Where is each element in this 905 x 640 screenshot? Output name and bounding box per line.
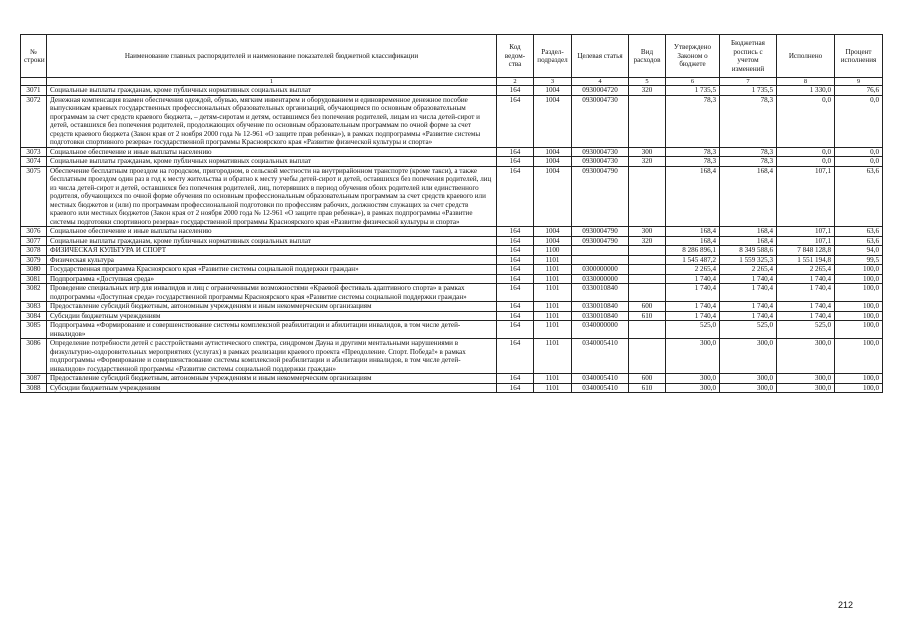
percent-cell: 100,0 bbox=[835, 274, 883, 284]
schedule-cell: 168,4 bbox=[720, 166, 777, 227]
column-number: 8 bbox=[777, 78, 835, 86]
target-item-cell: 0330010840 bbox=[572, 302, 629, 312]
target-item-cell: 0930004730 bbox=[572, 147, 629, 157]
schedule-cell: 300,0 bbox=[720, 383, 777, 393]
percent-cell: 0,0 bbox=[835, 95, 883, 147]
expense-kind-cell bbox=[629, 321, 666, 339]
section-cell: 1101 bbox=[534, 255, 572, 265]
row-number-cell: 3075 bbox=[21, 166, 47, 227]
table-row bbox=[21, 246, 883, 256]
section-cell: 1101 bbox=[534, 374, 572, 384]
row-name-cell: Подпрограмма «Формирование и совершенствование системы комплексной реабилитации и абилитации инвалидов, в том числе детей-инвалидов» bbox=[47, 321, 497, 339]
row-number-cell: 3080 bbox=[21, 265, 47, 275]
schedule-cell: 1 740,4 bbox=[720, 284, 777, 302]
approved-cell: 1 740,4 bbox=[666, 302, 720, 312]
row-name-cell: Предоставление субсидий бюджетным, автономным учреждениям и иным некоммерческим организациям bbox=[47, 374, 497, 384]
header-expense-kind: Вид расходов bbox=[629, 35, 666, 78]
schedule-cell: 78,3 bbox=[720, 95, 777, 147]
percent-cell: 76,6 bbox=[835, 86, 883, 96]
schedule-cell: 1 559 325,3 bbox=[720, 255, 777, 265]
target-item-cell: 0930004730 bbox=[572, 157, 629, 167]
budget-table bbox=[20, 34, 883, 393]
approved-cell: 300,0 bbox=[666, 339, 720, 374]
target-item-cell: 0930004790 bbox=[572, 227, 629, 237]
approved-cell: 1 735,5 bbox=[666, 86, 720, 96]
executed-cell: 1 740,4 bbox=[777, 311, 835, 321]
expense-kind-cell bbox=[629, 95, 666, 147]
percent-cell: 100,0 bbox=[835, 374, 883, 384]
percent-cell: 0,0 bbox=[835, 157, 883, 167]
section-cell: 1101 bbox=[534, 284, 572, 302]
executed-cell: 1 740,4 bbox=[777, 274, 835, 284]
percent-cell: 63,6 bbox=[835, 227, 883, 237]
column-number: 7 bbox=[720, 78, 777, 86]
dept-code-cell: 164 bbox=[497, 383, 534, 393]
dept-code-cell: 164 bbox=[497, 284, 534, 302]
section-cell: 1101 bbox=[534, 265, 572, 275]
percent-cell: 100,0 bbox=[835, 284, 883, 302]
percent-cell: 100,0 bbox=[835, 339, 883, 374]
dept-code-cell: 164 bbox=[497, 339, 534, 374]
percent-cell: 100,0 bbox=[835, 321, 883, 339]
row-number-cell: 3079 bbox=[21, 255, 47, 265]
table-row bbox=[21, 383, 883, 393]
approved-cell: 168,4 bbox=[666, 227, 720, 237]
target-item-cell: 0930004790 bbox=[572, 166, 629, 227]
header-row bbox=[21, 35, 883, 78]
row-name-cell: Социальные выплаты гражданам, кроме публичных нормативных социальных выплат bbox=[47, 236, 497, 246]
approved-cell: 8 286 896,1 bbox=[666, 246, 720, 256]
percent-cell: 100,0 bbox=[835, 311, 883, 321]
executed-cell: 525,0 bbox=[777, 321, 835, 339]
target-item-cell: 0330010840 bbox=[572, 311, 629, 321]
row-number-cell: 3082 bbox=[21, 284, 47, 302]
target-item-cell bbox=[572, 246, 629, 256]
column-number: 2 bbox=[497, 78, 534, 86]
target-item-cell: 0340005410 bbox=[572, 339, 629, 374]
target-item-cell: 0340005410 bbox=[572, 383, 629, 393]
section-cell: 1004 bbox=[534, 236, 572, 246]
table-row bbox=[21, 274, 883, 284]
dept-code-cell: 164 bbox=[497, 265, 534, 275]
row-number-cell: 3072 bbox=[21, 95, 47, 147]
section-cell: 1004 bbox=[534, 166, 572, 227]
expense-kind-cell: 600 bbox=[629, 374, 666, 384]
row-name-cell: Государственная программа Красноярского края «Развитие системы социальной поддержки граждан» bbox=[47, 265, 497, 275]
schedule-cell: 300,0 bbox=[720, 374, 777, 384]
column-number: 9 bbox=[835, 78, 883, 86]
table-row bbox=[21, 321, 883, 339]
target-item-cell: 0930004790 bbox=[572, 236, 629, 246]
table-row bbox=[21, 157, 883, 167]
row-number-cell: 3083 bbox=[21, 302, 47, 312]
header-section: Раздел-подраздел bbox=[534, 35, 572, 78]
expense-kind-cell: 600 bbox=[629, 302, 666, 312]
approved-cell: 168,4 bbox=[666, 166, 720, 227]
expense-kind-cell: 300 bbox=[629, 227, 666, 237]
header-name: Наименование главных распорядителей и наименование показателей бюджетной классификации bbox=[47, 35, 497, 78]
dept-code-cell: 164 bbox=[497, 321, 534, 339]
dept-code-cell: 164 bbox=[497, 166, 534, 227]
expense-kind-cell bbox=[629, 265, 666, 275]
target-item-cell: 0340000000 bbox=[572, 321, 629, 339]
table-row bbox=[21, 311, 883, 321]
executed-cell: 0,0 bbox=[777, 147, 835, 157]
column-number-row bbox=[21, 78, 883, 86]
percent-cell: 100,0 bbox=[835, 383, 883, 393]
dept-code-cell: 164 bbox=[497, 374, 534, 384]
approved-cell: 1 740,4 bbox=[666, 274, 720, 284]
section-cell: 1004 bbox=[534, 147, 572, 157]
row-name-cell: Денежная компенсация взамен обеспечения одеждой, обувью, мягким инвентарем и оборудованием и единовременное денежное пособие выпускникам краевых государственных профессиональных образовательных организаций, обучающимся по основным образовательным программам за счет средств краевого бюджета, – детям-сиротам и детям, оставшимся без попечения родителей, лицам из числа детей-сирот и детей, оставшихся без попечения родителей, продолжающих обучение по основным образовательным программам по очной форме за счет средств краевого бюджета (Закон края от 2 ноября 2000 года № 12-961 «О защите прав ребенка»), в рамках подпрограммы «Развитие системы подготовки спортивного резерва» государственной программы Красноярского края «Развитие физической культуры и спорта» bbox=[47, 95, 497, 147]
expense-kind-cell bbox=[629, 339, 666, 374]
expense-kind-cell bbox=[629, 255, 666, 265]
schedule-cell: 1 740,4 bbox=[720, 302, 777, 312]
schedule-cell: 78,3 bbox=[720, 147, 777, 157]
approved-cell: 1 545 487,2 bbox=[666, 255, 720, 265]
header-dept-code: Код ведом-ства bbox=[497, 35, 534, 78]
approved-cell: 78,3 bbox=[666, 95, 720, 147]
dept-code-cell: 164 bbox=[497, 147, 534, 157]
dept-code-cell: 164 bbox=[497, 311, 534, 321]
header-target-item: Целевая статья bbox=[572, 35, 629, 78]
row-name-cell: Социальные выплаты гражданам, кроме публичных нормативных социальных выплат bbox=[47, 86, 497, 96]
expense-kind-cell: 320 bbox=[629, 86, 666, 96]
row-number-cell: 3077 bbox=[21, 236, 47, 246]
table-body bbox=[21, 86, 883, 393]
executed-cell: 107,1 bbox=[777, 236, 835, 246]
dept-code-cell: 164 bbox=[497, 95, 534, 147]
target-item-cell bbox=[572, 255, 629, 265]
dept-code-cell: 164 bbox=[497, 227, 534, 237]
row-number-cell: 3081 bbox=[21, 274, 47, 284]
section-cell: 1004 bbox=[534, 157, 572, 167]
table-row bbox=[21, 339, 883, 374]
row-name-cell: Проведение специальных игр для инвалидов и лиц с ограниченными возможностями «Краевой фестиваль адаптивного спорта» в рамках подпрограммы «Доступная среда» государственной программы Красноярского края «Развитие системы социальной поддержки граждан» bbox=[47, 284, 497, 302]
expense-kind-cell: 320 bbox=[629, 236, 666, 246]
approved-cell: 300,0 bbox=[666, 383, 720, 393]
approved-cell: 168,4 bbox=[666, 236, 720, 246]
executed-cell: 300,0 bbox=[777, 339, 835, 374]
column-number bbox=[21, 78, 47, 86]
approved-cell: 2 265,4 bbox=[666, 265, 720, 275]
expense-kind-cell bbox=[629, 246, 666, 256]
header-executed: Исполнено bbox=[777, 35, 835, 78]
target-item-cell: 0330000000 bbox=[572, 274, 629, 284]
dept-code-cell: 164 bbox=[497, 302, 534, 312]
row-name-cell: ФИЗИЧЕСКАЯ КУЛЬТУРА И СПОРТ bbox=[47, 246, 497, 256]
schedule-cell: 78,3 bbox=[720, 157, 777, 167]
schedule-cell: 1 735,5 bbox=[720, 86, 777, 96]
approved-cell: 525,0 bbox=[666, 321, 720, 339]
row-number-cell: 3084 bbox=[21, 311, 47, 321]
row-number-cell: 3074 bbox=[21, 157, 47, 167]
row-name-cell: Субсидии бюджетным учреждениям bbox=[47, 311, 497, 321]
target-item-cell: 0330010840 bbox=[572, 284, 629, 302]
target-item-cell: 0930004730 bbox=[572, 95, 629, 147]
schedule-cell: 168,4 bbox=[720, 236, 777, 246]
row-name-cell: Обеспечение бесплатным проездом на городском, пригородном, в сельской местности на внутрирайонном транспорте (кроме такси), а также бесплатным проездом один раз в год к месту жительства и обратно к месту учебы детей-сирот и детей, оставшихся без попечения родителей, лиц из числа детей-сирот и детей, оставшихся без попечения родителей, лиц, потерявших в период обучения обоих родителей или единственного родителя, обучающихся по очной форме обучения по основным профессиональным образовательным программам за счет средств краевого или местных бюджетов и (или) по программам профессиональной подготовки по профессиям рабочих, должностям служащих за счет средств краевого или местных бюджетов (Закон края от 2 ноября 2000 года № 12-961 «О защите прав ребенка»), в рамках подпрограммы «Развитие системы подготовки спортивного резерва» государственной программы Красноярского края «Развитие физической культуры и спорта» bbox=[47, 166, 497, 227]
section-cell: 1101 bbox=[534, 339, 572, 374]
schedule-cell: 1 740,4 bbox=[720, 311, 777, 321]
row-name-cell: Социальные выплаты гражданам, кроме публичных нормативных социальных выплат bbox=[47, 157, 497, 167]
section-cell: 1101 bbox=[534, 321, 572, 339]
dept-code-cell: 164 bbox=[497, 86, 534, 96]
expense-kind-cell: 610 bbox=[629, 311, 666, 321]
table-row bbox=[21, 86, 883, 96]
executed-cell: 107,1 bbox=[777, 227, 835, 237]
row-name-cell: Социальное обеспечение и иные выплаты населению bbox=[47, 227, 497, 237]
executed-cell: 7 848 128,8 bbox=[777, 246, 835, 256]
column-number: 3 bbox=[534, 78, 572, 86]
dept-code-cell: 164 bbox=[497, 255, 534, 265]
schedule-cell: 1 740,4 bbox=[720, 274, 777, 284]
expense-kind-cell: 300 bbox=[629, 147, 666, 157]
dept-code-cell: 164 bbox=[497, 274, 534, 284]
table-row bbox=[21, 147, 883, 157]
executed-cell: 2 265,4 bbox=[777, 265, 835, 275]
column-number: 1 bbox=[47, 78, 497, 86]
row-name-cell: Физическая культура bbox=[47, 255, 497, 265]
table-row bbox=[21, 265, 883, 275]
section-cell: 1101 bbox=[534, 274, 572, 284]
section-cell: 1004 bbox=[534, 227, 572, 237]
percent-cell: 63,6 bbox=[835, 166, 883, 227]
row-number-cell: 3071 bbox=[21, 86, 47, 96]
header-percent: Процент исполнения bbox=[835, 35, 883, 78]
schedule-cell: 525,0 bbox=[720, 321, 777, 339]
row-number-cell: 3078 bbox=[21, 246, 47, 256]
expense-kind-cell bbox=[629, 284, 666, 302]
executed-cell: 107,1 bbox=[777, 166, 835, 227]
executed-cell: 1 330,0 bbox=[777, 86, 835, 96]
row-name-cell: Субсидии бюджетным учреждениям bbox=[47, 383, 497, 393]
executed-cell: 1 740,4 bbox=[777, 302, 835, 312]
executed-cell: 300,0 bbox=[777, 383, 835, 393]
executed-cell: 1 551 194,8 bbox=[777, 255, 835, 265]
section-cell: 1004 bbox=[534, 86, 572, 96]
expense-kind-cell: 320 bbox=[629, 157, 666, 167]
approved-cell: 1 740,4 bbox=[666, 311, 720, 321]
table-row bbox=[21, 236, 883, 246]
expense-kind-cell bbox=[629, 166, 666, 227]
table-row bbox=[21, 255, 883, 265]
page-number: 212 bbox=[838, 600, 854, 610]
schedule-cell: 168,4 bbox=[720, 227, 777, 237]
schedule-cell: 8 349 588,6 bbox=[720, 246, 777, 256]
percent-cell: 94,0 bbox=[835, 246, 883, 256]
header-row-number: № строки bbox=[21, 35, 47, 78]
row-number-cell: 3088 bbox=[21, 383, 47, 393]
expense-kind-cell bbox=[629, 274, 666, 284]
section-cell: 1101 bbox=[534, 311, 572, 321]
section-cell: 1004 bbox=[534, 95, 572, 147]
row-number-cell: 3085 bbox=[21, 321, 47, 339]
dept-code-cell: 164 bbox=[497, 157, 534, 167]
row-number-cell: 3087 bbox=[21, 374, 47, 384]
table-row bbox=[21, 166, 883, 227]
percent-cell: 100,0 bbox=[835, 265, 883, 275]
header-schedule: Бюджетная роспись с учетом изменений bbox=[720, 35, 777, 78]
header-approved: Утверждено Законом о бюджете bbox=[666, 35, 720, 78]
column-number: 4 bbox=[572, 78, 629, 86]
approved-cell: 78,3 bbox=[666, 147, 720, 157]
schedule-cell: 300,0 bbox=[720, 339, 777, 374]
column-number: 6 bbox=[666, 78, 720, 86]
dept-code-cell: 164 bbox=[497, 236, 534, 246]
executed-cell: 0,0 bbox=[777, 95, 835, 147]
executed-cell: 300,0 bbox=[777, 374, 835, 384]
approved-cell: 1 740,4 bbox=[666, 284, 720, 302]
table-row bbox=[21, 302, 883, 312]
row-name-cell: Предоставление субсидий бюджетным, автономным учреждениям и иным некоммерческим организациям bbox=[47, 302, 497, 312]
percent-cell: 99,5 bbox=[835, 255, 883, 265]
approved-cell: 300,0 bbox=[666, 374, 720, 384]
percent-cell: 63,6 bbox=[835, 236, 883, 246]
percent-cell: 0,0 bbox=[835, 147, 883, 157]
table-row bbox=[21, 95, 883, 147]
row-name-cell: Определение потребности детей с расстройствами аутистического спектра, синдромом Дауна и другими ментальными нарушениями в физкультурно-оздоровительных мероприятиях (услугах) в рамках реализации краевого проекта «Преодоление. Спорт. Победа!» в рамках подпрограммы «Формирование и совершенствование системы комплексной реабилитации и абилитации инвалидов, в том числе детей-инвалидов» государственной программы «Развитие системы социальной поддержки граждан» bbox=[47, 339, 497, 374]
table-row bbox=[21, 374, 883, 384]
approved-cell: 78,3 bbox=[666, 157, 720, 167]
schedule-cell: 2 265,4 bbox=[720, 265, 777, 275]
section-cell: 1101 bbox=[534, 383, 572, 393]
target-item-cell: 0300000000 bbox=[572, 265, 629, 275]
row-number-cell: 3076 bbox=[21, 227, 47, 237]
expense-kind-cell: 610 bbox=[629, 383, 666, 393]
executed-cell: 0,0 bbox=[777, 157, 835, 167]
target-item-cell: 0930004720 bbox=[572, 86, 629, 96]
row-name-cell: Подпрограмма «Доступная среда» bbox=[47, 274, 497, 284]
executed-cell: 1 740,4 bbox=[777, 284, 835, 302]
section-cell: 1101 bbox=[534, 302, 572, 312]
section-cell: 1100 bbox=[534, 246, 572, 256]
row-name-cell: Социальное обеспечение и иные выплаты населению bbox=[47, 147, 497, 157]
table-row bbox=[21, 284, 883, 302]
table-row bbox=[21, 227, 883, 237]
percent-cell: 100,0 bbox=[835, 302, 883, 312]
target-item-cell: 0340005410 bbox=[572, 374, 629, 384]
row-number-cell: 3086 bbox=[21, 339, 47, 374]
dept-code-cell: 164 bbox=[497, 246, 534, 256]
column-number: 5 bbox=[629, 78, 666, 86]
row-number-cell: 3073 bbox=[21, 147, 47, 157]
